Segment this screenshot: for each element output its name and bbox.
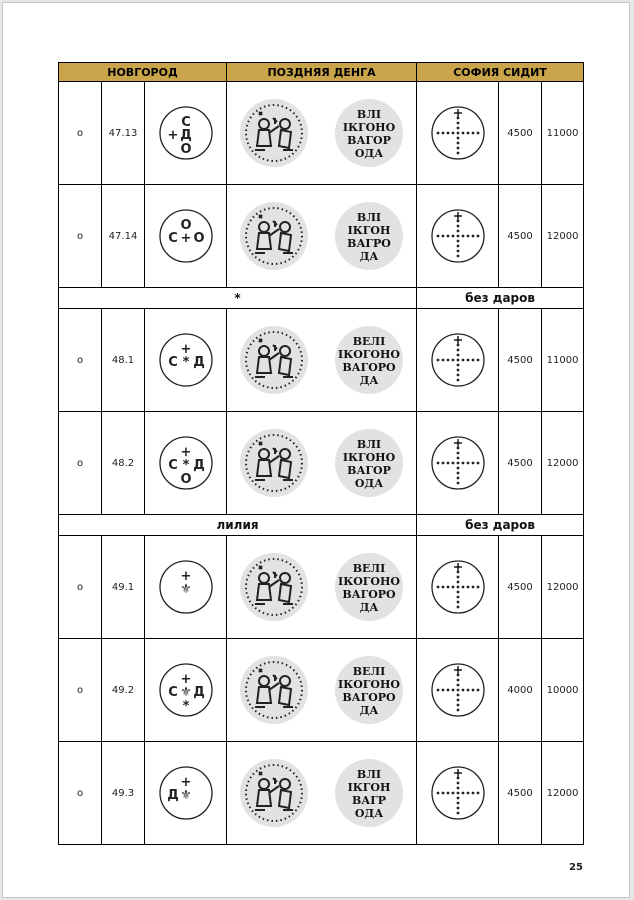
sofia-cross-schematic-icon: [430, 765, 486, 821]
coin-obverse-icon: [239, 758, 309, 828]
mark-schematic-icon: [158, 765, 214, 821]
coin-obverse-icon: [239, 552, 309, 622]
mark-schematic-icon: [158, 662, 214, 718]
price-1-cell: 4500: [499, 309, 542, 412]
coin-reverse-icon: [334, 655, 404, 725]
coin-image-pair: [227, 552, 416, 622]
reverse-legend-line: ІКОГОНО: [337, 348, 400, 361]
mark-left: +: [167, 128, 178, 143]
mark-schematic-icon: [158, 208, 214, 264]
reverse-legend-line: ВАГОР: [346, 134, 391, 147]
sofia-cross-schematic-icon: [430, 332, 486, 388]
catalog-page: [2, 2, 630, 898]
mark-right: Д: [192, 458, 205, 473]
rarity-cell: o: [59, 639, 102, 742]
mark-schematic-icon: [158, 559, 214, 615]
coin-reverse-icon: [334, 552, 404, 622]
marks-cell: [145, 639, 227, 742]
price-2-cell: 12000: [542, 412, 584, 515]
mark-center: ⚜: [179, 788, 192, 803]
reverse-legend-line: ІКГОН: [347, 224, 391, 237]
separator-left-label: *: [59, 288, 417, 309]
mark-top: С: [180, 115, 191, 130]
sofia-schematic-cell: [417, 185, 499, 288]
catalog-number-cell: 49.2: [102, 639, 145, 742]
catalog-number-cell: 47.13: [102, 82, 145, 185]
coin-images-cell: [227, 309, 417, 412]
reverse-legend-line: ВЕЛІ: [352, 562, 386, 575]
mark-top: +: [180, 342, 191, 357]
coin-image-pair: [227, 655, 416, 725]
rarity-cell: o: [59, 309, 102, 412]
price-2-cell: 10000: [542, 639, 584, 742]
sofia-cross-schematic-icon: [430, 559, 486, 615]
marks-cell: [145, 412, 227, 515]
coin-images-cell: [227, 742, 417, 845]
rarity-cell: o: [59, 536, 102, 639]
mark-left: С: [167, 458, 178, 473]
catalog-number-cell: 48.2: [102, 412, 145, 515]
coin-row: [59, 412, 584, 515]
mark-left: С: [167, 685, 178, 700]
coin-image-pair: [227, 98, 416, 168]
sofia-cross-schematic-icon: [430, 208, 486, 264]
sofia-schematic-cell: [417, 309, 499, 412]
mark-left: С: [167, 231, 178, 246]
mark-right: Д: [192, 355, 205, 370]
reverse-legend-line: ІКГОНО: [342, 451, 395, 464]
coin-reverse-icon: [334, 758, 404, 828]
reverse-legend-line: ВЛІ: [356, 211, 381, 224]
marks-cell: [145, 536, 227, 639]
mark-right: Д: [192, 685, 205, 700]
reverse-legend-line: ІКГОН: [347, 781, 391, 794]
price-1-cell: 4500: [499, 185, 542, 288]
mark-top: +: [180, 672, 191, 687]
group-separator-row: [59, 515, 584, 536]
mark-bottom: О: [179, 142, 192, 157]
catalog-number-cell: 48.1: [102, 309, 145, 412]
coin-row: [59, 185, 584, 288]
mark-left: Д: [166, 788, 179, 803]
reverse-legend-line: ВАГРО: [346, 237, 391, 250]
reverse-legend-line: ВЕЛІ: [352, 335, 386, 348]
price-2-cell: 12000: [542, 185, 584, 288]
mark-bottom: *: [182, 699, 189, 714]
mark-top: +: [180, 445, 191, 460]
rarity-cell: o: [59, 185, 102, 288]
reverse-legend-line: ОДА: [354, 147, 383, 160]
mark-schematic-icon: [158, 435, 214, 491]
coin-catalog-table: [58, 62, 584, 845]
sofia-cross-schematic-icon: [430, 662, 486, 718]
coin-obverse-icon: [239, 98, 309, 168]
reverse-legend-line: ВАГР: [351, 794, 386, 807]
marks-cell: [145, 82, 227, 185]
coin-images-cell: [227, 536, 417, 639]
reverse-legend-line: ІКОГОНО: [337, 575, 400, 588]
page-number: 25: [569, 862, 583, 873]
reverse-legend-line: ВЛІ: [356, 108, 381, 121]
reverse-legend-line: ДА: [359, 601, 379, 614]
mark-top: +: [180, 569, 191, 584]
marks-cell: [145, 309, 227, 412]
price-1-cell: 4500: [499, 742, 542, 845]
sofia-schematic-cell: [417, 412, 499, 515]
mark-center: *: [182, 458, 189, 473]
price-1-cell: 4500: [499, 412, 542, 515]
coin-image-pair: [227, 201, 416, 271]
price-2-cell: 12000: [542, 536, 584, 639]
sofia-schematic-cell: [417, 639, 499, 742]
catalog-number-cell: 47.14: [102, 185, 145, 288]
rarity-cell: o: [59, 742, 102, 845]
mark-schematic-icon: [158, 332, 214, 388]
coin-reverse-icon: [334, 201, 404, 271]
catalog-number-cell: 49.1: [102, 536, 145, 639]
coin-obverse-icon: [239, 201, 309, 271]
price-2-cell: 12000: [542, 742, 584, 845]
reverse-legend-line: ОДА: [354, 477, 383, 490]
header-sofia-sitting: СОФИЯ СИДИТ: [417, 63, 584, 82]
reverse-legend-line: ДА: [359, 704, 379, 717]
coin-image-pair: [227, 325, 416, 395]
group-separator-row: [59, 288, 584, 309]
price-1-cell: 4500: [499, 536, 542, 639]
coin-images-cell: [227, 639, 417, 742]
separator-right-label: без даров: [417, 288, 584, 309]
reverse-legend-line: ВАГОРО: [342, 588, 396, 601]
coin-obverse-icon: [239, 325, 309, 395]
price-1-cell: 4000: [499, 639, 542, 742]
sofia-schematic-cell: [417, 536, 499, 639]
separator-left-label: лилия: [59, 515, 417, 536]
catalog-number-cell: 49.3: [102, 742, 145, 845]
sofia-cross-schematic-icon: [430, 435, 486, 491]
coin-image-pair: [227, 758, 416, 828]
reverse-legend-line: ОДА: [354, 807, 383, 820]
reverse-legend-line: ДА: [359, 250, 379, 263]
coin-reverse-icon: [334, 325, 404, 395]
coin-row: [59, 639, 584, 742]
coin-images-cell: [227, 412, 417, 515]
sofia-schematic-cell: [417, 82, 499, 185]
reverse-legend-line: ВАГОРО: [342, 691, 396, 704]
mark-right: О: [192, 231, 205, 246]
coin-row: [59, 309, 584, 412]
coin-reverse-icon: [334, 428, 404, 498]
mark-bottom: О: [179, 472, 192, 487]
reverse-legend-line: ВЕЛІ: [352, 665, 386, 678]
coin-obverse-icon: [239, 655, 309, 725]
coin-row: [59, 82, 584, 185]
header-late-denga: ПОЗДНЯЯ ДЕНГА: [227, 63, 417, 82]
reverse-legend-line: ВЛІ: [356, 438, 381, 451]
reverse-legend-line: ВАГОР: [346, 464, 391, 477]
price-1-cell: 4500: [499, 82, 542, 185]
mark-center: ⚜: [179, 685, 192, 700]
rarity-cell: o: [59, 412, 102, 515]
reverse-legend-line: ІКГОНО: [342, 121, 395, 134]
table-body: [59, 82, 584, 845]
marks-cell: [145, 742, 227, 845]
coin-image-pair: [227, 428, 416, 498]
separator-right-label: без даров: [417, 515, 584, 536]
mark-center: Д: [179, 128, 192, 143]
reverse-legend-line: ДА: [359, 374, 379, 387]
header-novgorod: НОВГОРОД: [59, 63, 227, 82]
table-header-row: [59, 63, 584, 82]
sofia-schematic-cell: [417, 742, 499, 845]
rarity-cell: o: [59, 82, 102, 185]
price-2-cell: 11000: [542, 309, 584, 412]
reverse-legend-line: ІКОГОНО: [337, 678, 400, 691]
price-2-cell: 11000: [542, 82, 584, 185]
reverse-legend-line: ВЛІ: [356, 768, 381, 781]
coin-images-cell: [227, 82, 417, 185]
coin-row: [59, 536, 584, 639]
mark-center: ⚜: [179, 582, 192, 597]
coin-reverse-icon: [334, 98, 404, 168]
reverse-legend-line: ВАГОРО: [342, 361, 396, 374]
mark-center: +: [180, 231, 191, 246]
coin-row: [59, 742, 584, 845]
mark-center: *: [182, 355, 189, 370]
marks-cell: [145, 185, 227, 288]
mark-left: С: [167, 355, 178, 370]
sofia-cross-schematic-icon: [430, 105, 486, 161]
mark-top: +: [180, 775, 191, 790]
coin-obverse-icon: [239, 428, 309, 498]
coin-images-cell: [227, 185, 417, 288]
mark-top: О: [179, 218, 192, 233]
mark-schematic-icon: [158, 105, 214, 161]
